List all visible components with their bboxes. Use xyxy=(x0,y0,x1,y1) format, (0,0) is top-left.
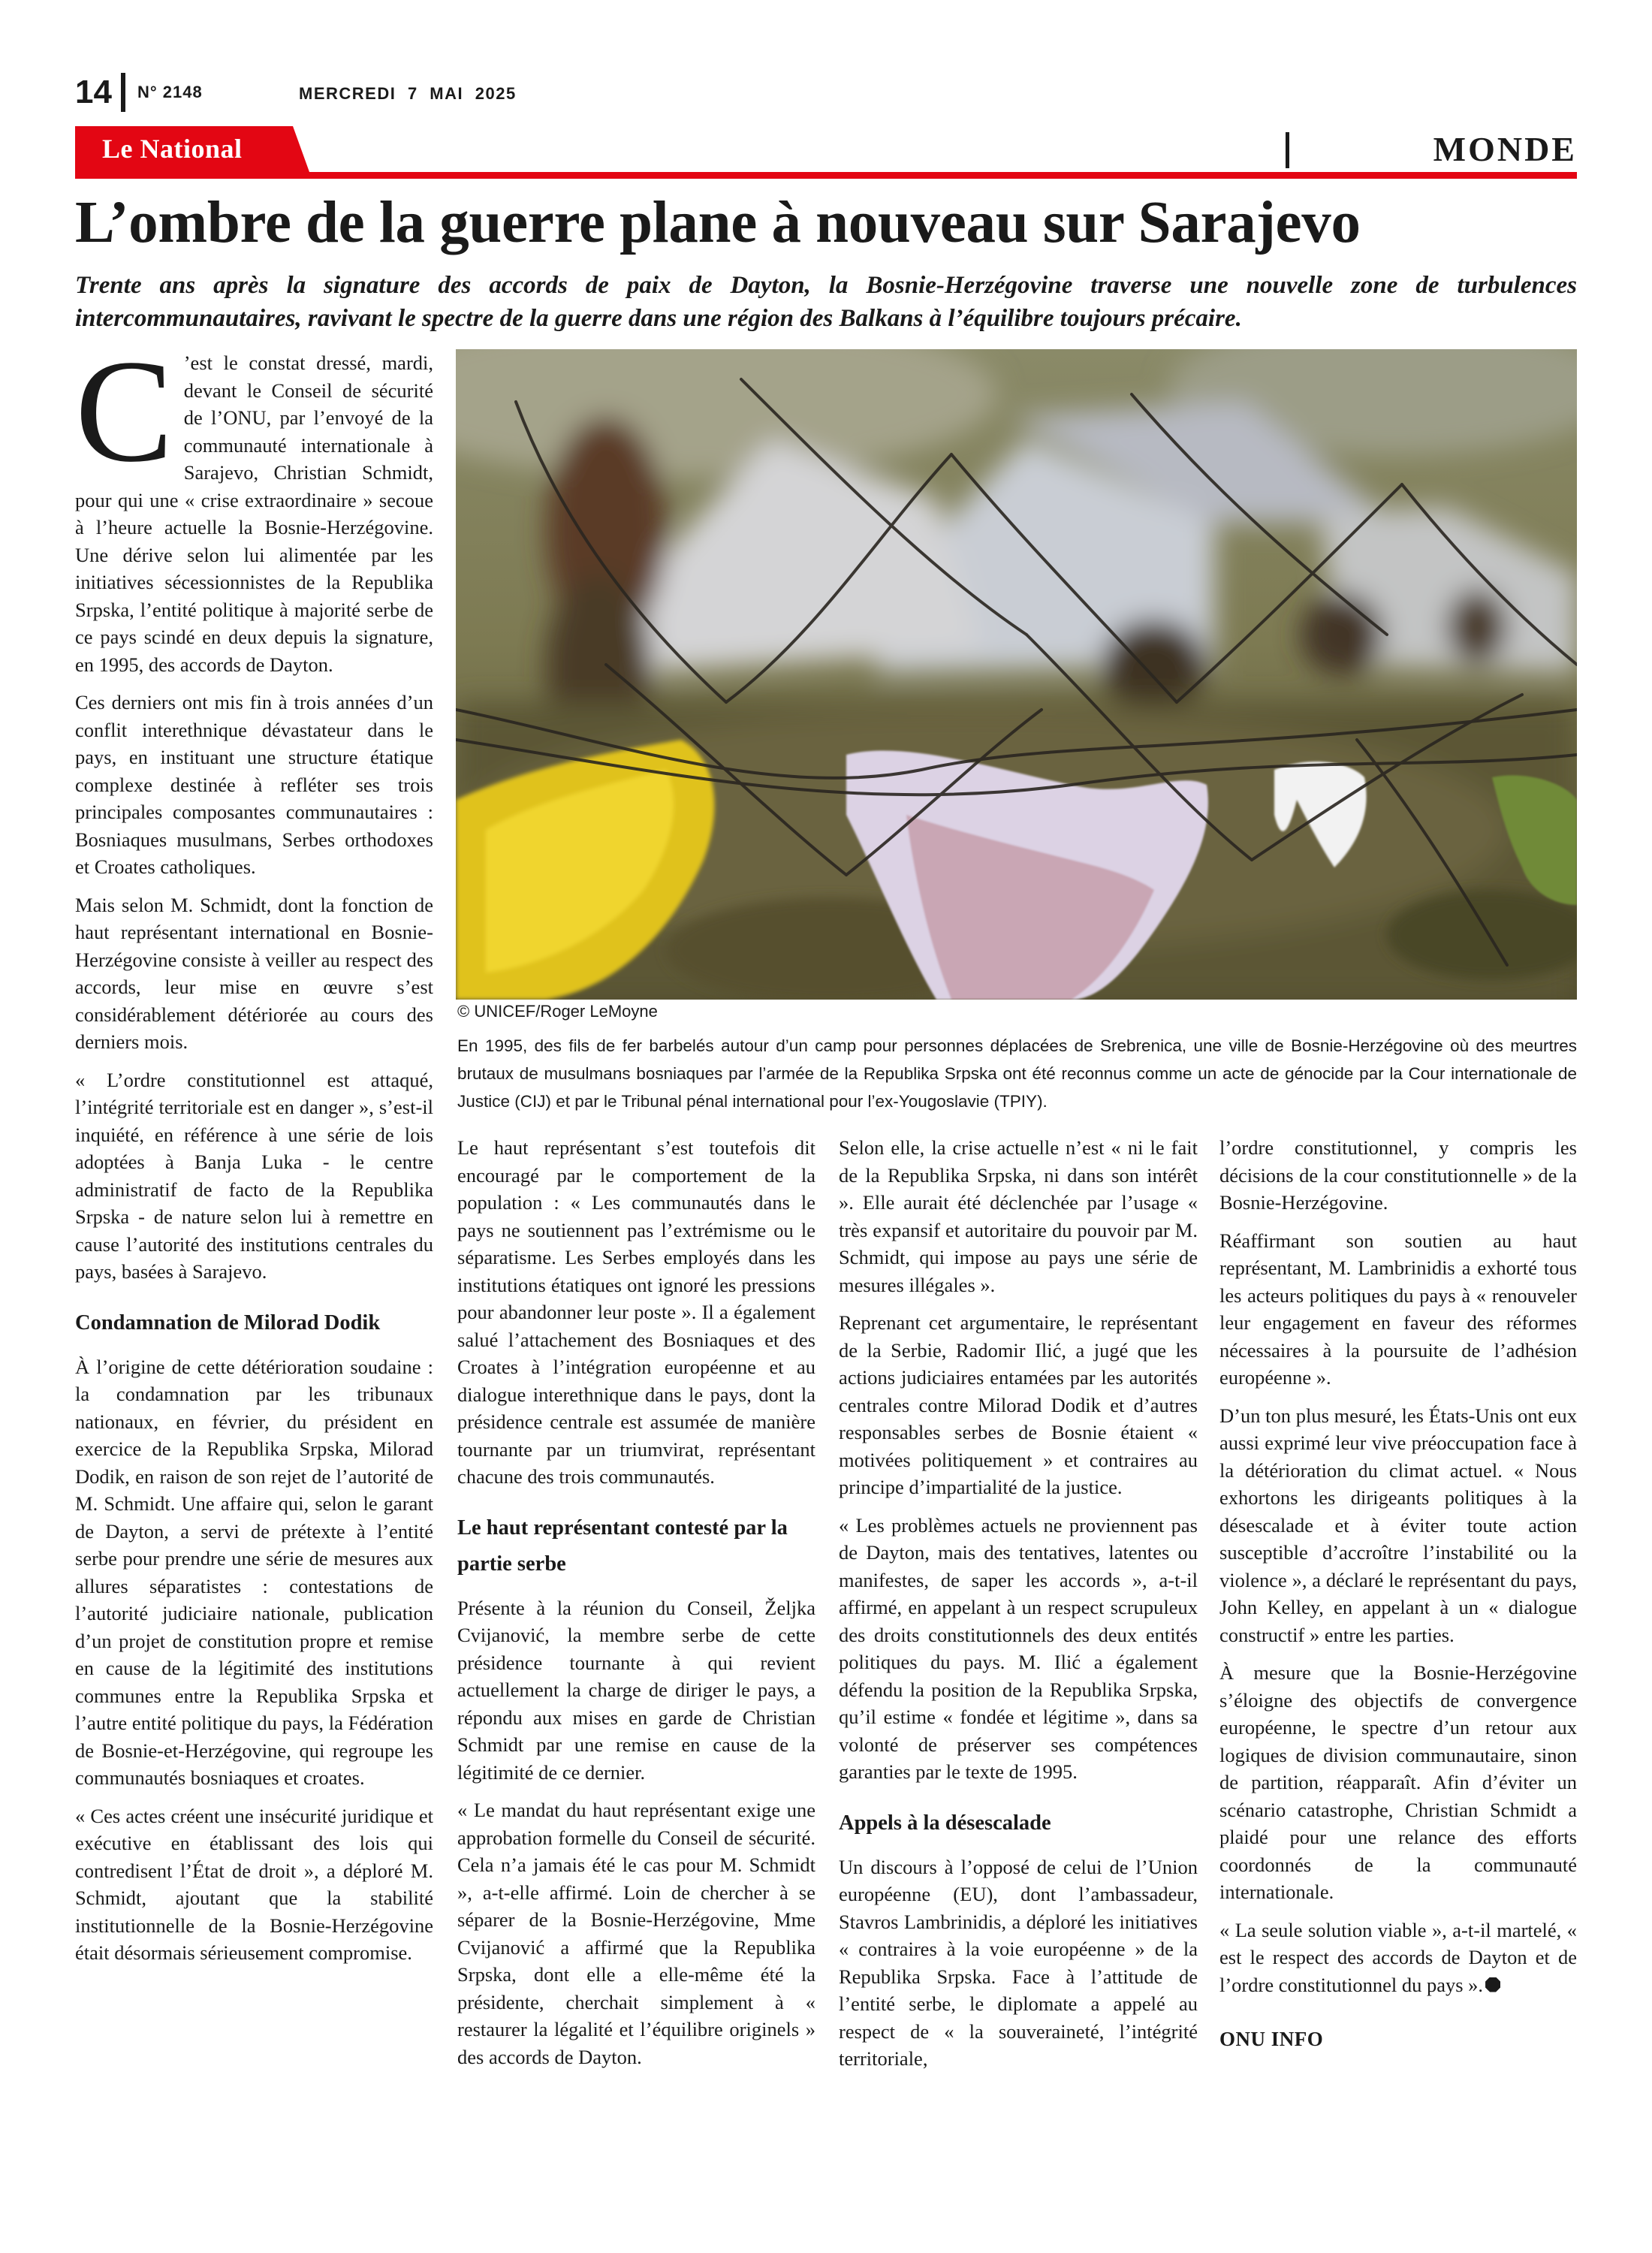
article-signature: ONU INFO xyxy=(1219,2028,1324,2050)
red-rule xyxy=(75,172,1577,179)
body-paragraph: Selon elle, la crise actuelle n’est « ni le fait de la Republika Srpska, ni dans son intérêt ». Elle aurait été déclenchée par l’usage « très expansif et autoritaire du pouvoir par M. Schmidt, qui impose au pays une série de mesures illégales ». xyxy=(839,1136,1198,1296)
folio-divider xyxy=(121,73,125,112)
article-title: L’ombre de la guerre plane à nouveau sur Sarajevo xyxy=(75,190,1361,255)
drop-cap: C xyxy=(75,330,173,493)
body-paragraph: Le haut représentant s’est toutefois dit encouragé par le comportement de la population : « Les communautés dans le pays ne soutiennent pas l’extrémisme ou le séparatisme. Les Serbes employés dans les institutions étatiques ont ignoré les pressions pour abandonner leur poste ». Il a également salué l’attachement des Bosniaques et des Croates à l’intégration européenne et au dialogue interethnique dans le pays, dont la présidence centrale est assumée de manière tournante par un triumvirat, représentant chacune des trois communautés. xyxy=(457,1136,815,1488)
body-paragraph: l’ordre constitutionnel, y compris les décisions de la cour constitutionnelle » de la Bosnie-Herzégovine. xyxy=(1219,1136,1577,1214)
barbed-wire-camp-image xyxy=(456,349,1577,1000)
column-4 xyxy=(1219,1134,1577,2053)
intro-text: ’est le constat dressé, mardi, devant le Conseil de sécurité de l’ONU, par l’envoyé de la communauté internationale à Sarajevo, Christian Schmidt, pour qui une « crise extraordinaire » secoue à l’heure actuelle la Bosnie-Herzégovine. Une dérive selon lui alimentée par les initiatives sécessionnistes de la Republika Srpska, l’entité politique à majorité serbe de ce pays scindé en deux depuis la signature, en 1995, des accords de Dayton. xyxy=(75,351,433,676)
body-paragraph: Reprenant cet argumentaire, le représentant de la Serbie, Radomir Ilić, a jugé que les actions judiciaires entamées par les autorités centrales contre Milorad Dodik et d’autres responsables serbes de Bosnie étaient « motivées politiquement » et contraires au principe d’impartialité de la justice. xyxy=(839,1311,1198,1498)
subheading: Condamnation de Milorad Dodik xyxy=(75,1310,381,1335)
folio xyxy=(75,69,203,116)
end-mark-icon xyxy=(1485,1977,1500,1992)
subheading: Le haut représentant contesté par la partie serbe xyxy=(457,1516,788,1576)
publication-date: MERCREDI 7 MAI 2025 xyxy=(299,84,517,103)
section-title: MONDE xyxy=(1433,130,1577,168)
body-paragraph: Présente à la réunion du Conseil, Željka Cvijanović, la membre serbe de cette présidence tournante à qui revient actuellement la charge de diriger le pays, a répondu aux mises en garde de Christian Schmidt par une remise en cause de la légitimité de ce dernier. xyxy=(457,1596,815,1784)
column-3 xyxy=(839,1134,1198,2083)
issue-number: N° 2148 xyxy=(137,83,203,101)
body-paragraph: À l’origine de cette détérioration soudaine : la condamnation par les tribunaux nationaux, en février, du président en exercice de la Republika Srpska, Milorad Dodik, en raison de son rejet de l’autorité de M. Schmidt. Une affaire qui, selon le garant de Dayton, a servi de prétexte à l’entité serbe pour prendre une série de mesures aux allures séparatistes : contestations de l’autorité judiciaire nationale, publication d’un projet de constitution propre et remise en cause de la légitimité des institutions communes entre la Republika Srpska et l’autre entité politique du pays, la Fédération de Bosnie-et-Herzégovine, qui regroupe les communautés bosniaques et croates. xyxy=(75,1355,433,1789)
photo-caption: En 1995, des fils de fer barbelés autour d’un camp pour personnes déplacées de Srebrenica, une ville de Bosnie-Herzégovine où des meurtres brutaux de musulmans bosniaques par l’armée de la Republika Srpska ont été reconnus comme un acte de génocide par la Cour internationale de Justice (CIJ) et par le Tribunal pénal international pour l’ex-Yougoslavie (TPIY). xyxy=(457,1036,1577,1111)
column-1 xyxy=(75,330,433,1977)
intro-paragraph xyxy=(75,330,433,678)
body-paragraph: Mais selon M. Schmidt, dont la fonction de haut représentant international en Bosnie-Herzégovine consiste à veiller au respect des accords, leur mise en œuvre s’est considérablement détériorée au cours des derniers mois. xyxy=(75,893,433,1053)
newspaper-brand: Le National xyxy=(102,134,243,164)
closing-paragraph xyxy=(1219,1917,1577,1999)
article-lead: Trente ans après la signature des accords de paix de Dayton, la Bosnie-Herzégovine traverse une nouvelle zone de turbulences intercommunautaires, ravivant le spectre de la guerre dans une région des Balkans à l’équilibre toujours précaire. xyxy=(75,272,1577,332)
body-paragraph: D’un ton plus mesuré, les États-Unis ont eux aussi exprimé leur vive préoccupation face à la détérioration du climat actuel. « Nous exhortons les dirigeants politiques à la désescalade et à éviter toute action susceptible d’accroître l’instabilité ou la violence », a déclaré le représentant du pays, John Kelley, en appelant à un « dialogue constructif » entre les parties. xyxy=(1219,1404,1577,1646)
closing-text: « La seule solution viable », a-t-il martelé, « est le respect des accords de Dayton et de l’ordre constitutionnel du pays ». xyxy=(1219,1918,1577,1996)
article-photo xyxy=(456,349,1577,1000)
body-paragraph: Un discours à l’opposé de celui de l’Union européenne (EU), dont l’ambassadeur, Stavros Lambrinidis, a déploré les initiatives « contraires à la voie européenne » de la Republika Srpska. Face à l’attitude de l’entité serbe, le diplomate a appelé au respect de « la souveraineté, l’intégrité territoriale, xyxy=(839,1855,1198,2070)
page-number: 14 xyxy=(75,74,112,110)
photo-credit: © UNICEF/Roger LeMoyne xyxy=(457,1002,658,1021)
section-divider xyxy=(1286,132,1289,168)
body-paragraph: « Les problèmes actuels ne proviennent pas de Dayton, mais des tentatives, latentes ou manifestes, de saper les accords », a-t-il affirmé, en appelant à un respect scrupuleux des droits constitutionnels des deux entités politiques du pays. M. Ilić a également défendu la position de la Republika Srpska, qu’il estime « fondée et légitime », dans sa volonté de préserver ses compétences garanties par le texte de 1995. xyxy=(839,1513,1198,1783)
body-paragraph: « L’ordre constitutionnel est attaqué, l’intégrité territoriale est en danger », s’est-il inquiété, en référence à une série de lois adoptées à Banja Luka - le centre administratif de facto de la Republika Srpska - de nature selon lui à remettre en cause l’autorité des institutions centrales du pays, basées à Sarajevo. xyxy=(75,1068,433,1283)
body-paragraph: Ces derniers ont mis fin à trois années d’un conflit interethnique dévastateur dans le pays, en instituant une structure étatique complexe destinée à refléter ses trois principales composantes communautaires : Bosniaques musulmans, Serbes orthodoxes et Croates catholiques. xyxy=(75,691,433,878)
body-paragraph: Réaffirmant son soutien au haut représentant, M. Lambrinidis a exhorté tous les acteurs politiques du pays à « renouveler leur engagement en faveur des réformes nécessaires à la poursuite de l’adhésion européenne ». xyxy=(1219,1229,1577,1389)
body-paragraph: « Le mandat du haut représentant exige une approbation formelle du Conseil de sécurité. Cela n’a jamais été le cas pour M. Schmidt », a-t-elle affirmé. Loin de chercher à se séparer de la Bosnie-Herzégovine, Mme Cvijanović a affirmé que la Republika Srpska, dont elle a elle-même été la présidente, cherchait simplement à « restaurer la légalité et l’équilibre originels » des accords de Dayton. xyxy=(457,1799,815,2068)
section-band xyxy=(75,126,1577,179)
body-paragraph: « Ces actes créent une insécurité juridique et exécutive en établissant des lois qui contredisent l’État de droit », a déploré M. Schmidt, ajoutant que la stabilité institutionnelle de la Bosnie-Herzégovine était désormais sérieusement compromise. xyxy=(75,1804,433,1964)
column-2 xyxy=(457,1134,815,2081)
subheading: Appels à la désescalade xyxy=(839,1811,1051,1835)
body-paragraph: À mesure que la Bosnie-Herzégovine s’éloigne des objectifs de convergence européenne, le spectre d’un retour aux logiques de division communautaire, sinon de partition, réapparaît. Afin d’éviter un scénario catastrophe, Christian Schmidt a plaidé pour une relance des efforts coordonnés de la communauté internationale. xyxy=(1219,1661,1577,1903)
